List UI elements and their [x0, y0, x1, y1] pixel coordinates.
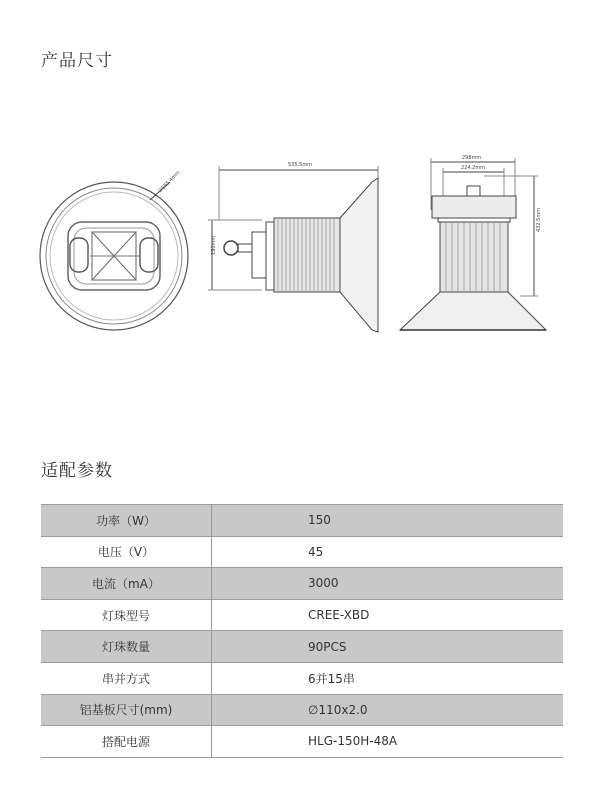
spec-label: 灯珠数量 — [41, 631, 212, 663]
table-row — [41, 662, 563, 694]
right-view — [400, 158, 546, 330]
spec-value: HLG-150H-48A — [212, 726, 564, 758]
side-width-label: 535.5mm — [288, 162, 313, 168]
spec-label: 电压（V） — [41, 536, 212, 568]
spec-label: 铝基板尺寸(mm) — [41, 694, 212, 726]
table-row — [41, 599, 563, 631]
table-row — [41, 694, 563, 726]
spec-label: 电流（mA） — [41, 568, 212, 600]
spec-value: 90PCS — [212, 631, 564, 663]
right-width-inner-label: 224.2mm — [461, 165, 486, 171]
right-height-label: 432.5mm — [536, 207, 542, 232]
side-view — [208, 166, 378, 332]
front-view — [40, 182, 188, 330]
spec-value: ∅110x2.0 — [212, 694, 564, 726]
front-diameter-label: ∅555.4mm — [157, 169, 182, 195]
spec-value: 6并15串 — [212, 662, 564, 694]
technical-drawing — [0, 130, 604, 380]
side-view-fins — [278, 218, 334, 292]
right-width-top-label: 298mm — [462, 155, 482, 161]
spec-label: 搭配电源 — [41, 726, 212, 758]
spec-value: 3000 — [212, 568, 564, 600]
table-row — [41, 536, 563, 568]
spec-label: 灯珠型号 — [41, 599, 212, 631]
spec-value: 45 — [212, 536, 564, 568]
product-dimensions-title: 产品尺寸 — [41, 51, 113, 71]
table-row — [41, 631, 563, 663]
spec-value: 150 — [212, 505, 564, 537]
table-row — [41, 505, 563, 537]
spec-label: 串并方式 — [41, 662, 212, 694]
table-row — [41, 568, 563, 600]
spec-table — [41, 504, 563, 758]
adapter-params-title: 适配参数 — [41, 461, 113, 481]
spec-value: CREE-XBD — [212, 599, 564, 631]
spec-label: 功率（W） — [41, 505, 212, 537]
side-height-label: 190mm — [211, 235, 217, 255]
table-row — [41, 726, 563, 758]
